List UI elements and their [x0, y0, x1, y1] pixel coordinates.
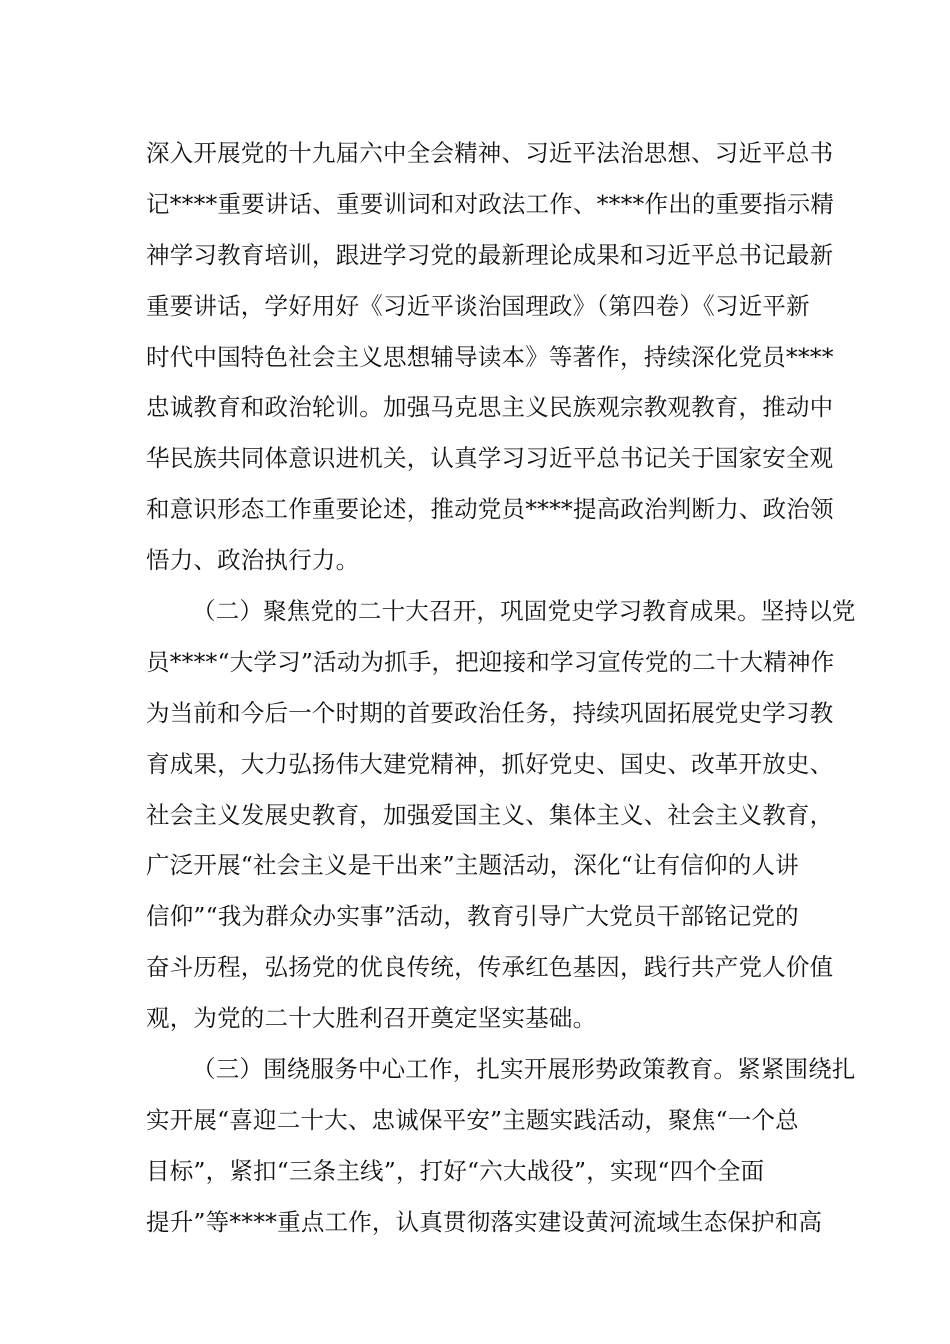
- text-line: 为当前和今后一个时期的首要政治任务，持续巩固拓展党史学习教: [146, 698, 834, 727]
- text-line: 神学习教育培训，跟进学习党的最新理论成果和习近平总书记最新: [146, 240, 834, 269]
- text-line: 重要讲话，学好用好《习近平谈治国理政》（第四卷）《习近平新: [146, 291, 810, 320]
- text-line: （三）围绕服务中心工作，扎实开展形势政策教育。紧紧围绕扎: [192, 1055, 856, 1084]
- text-line: 奋斗历程，弘扬党的优良传统，传承红色基因，践行共产党人价值: [146, 953, 834, 982]
- paragraph-2: [146, 586, 856, 1044]
- text-line: 华民族共同体意识进机关，认真学习习近平总书记关于国家安全观: [146, 444, 834, 473]
- text-line: 和意识形态工作重要论述，推动党员****提高政治判断力、政治领: [146, 495, 834, 524]
- text-line: 记****重要讲话、重要训词和对政法工作、****作出的重要指示精: [146, 189, 835, 218]
- text-line: 时代中国特色社会主义思想辅导读本》等著作，持续深化党员****: [146, 342, 834, 371]
- text-line: 实开展“喜迎二十大、忠诚保平安”主题实践活动，聚焦“一个总: [146, 1105, 799, 1134]
- paragraph-3: [146, 1044, 856, 1248]
- text-line: 育成果，大力弘扬伟大建党精神，抓好党史、国史、改革开放史、: [146, 749, 834, 778]
- body-text: [146, 128, 856, 1248]
- text-line: 社会主义发展史教育，加强爱国主义、集体主义、社会主义教育，: [146, 800, 834, 829]
- text-line: 提升”等****重点工作，认真贯彻落实建设黄河流域生态保护和高: [146, 1207, 823, 1236]
- paragraph-1: [146, 128, 835, 586]
- text-line: 员****“大学习”活动为抓手，把迎接和学习宣传党的二十大精神作: [146, 647, 835, 676]
- text-line: （二）聚焦党的二十大召开，巩固党史学习教育成果。坚持以党: [192, 597, 856, 626]
- text-line: 信仰”“我为群众办实事”活动，教育引导广大党员干部铭记党的: [146, 902, 799, 931]
- text-line: 广泛开展“社会主义是干出来”主题活动，深化“让有信仰的人讲: [146, 851, 799, 880]
- text-line: 忠诚教育和政治轮训。加强马克思主义民族观宗教观教育，推动中: [146, 393, 834, 422]
- text-line: 目标”，紧扣“三条主线”，打好“六大战役”，实现“四个全面: [146, 1156, 765, 1185]
- text-line: 悟力、政治执行力。: [146, 546, 360, 575]
- text-line: 深入开展党的十九届六中全会精神、习近平法治思想、习近平总书: [146, 139, 834, 167]
- text-line: 观，为党的二十大胜利召开奠定坚实基础。: [146, 1004, 597, 1033]
